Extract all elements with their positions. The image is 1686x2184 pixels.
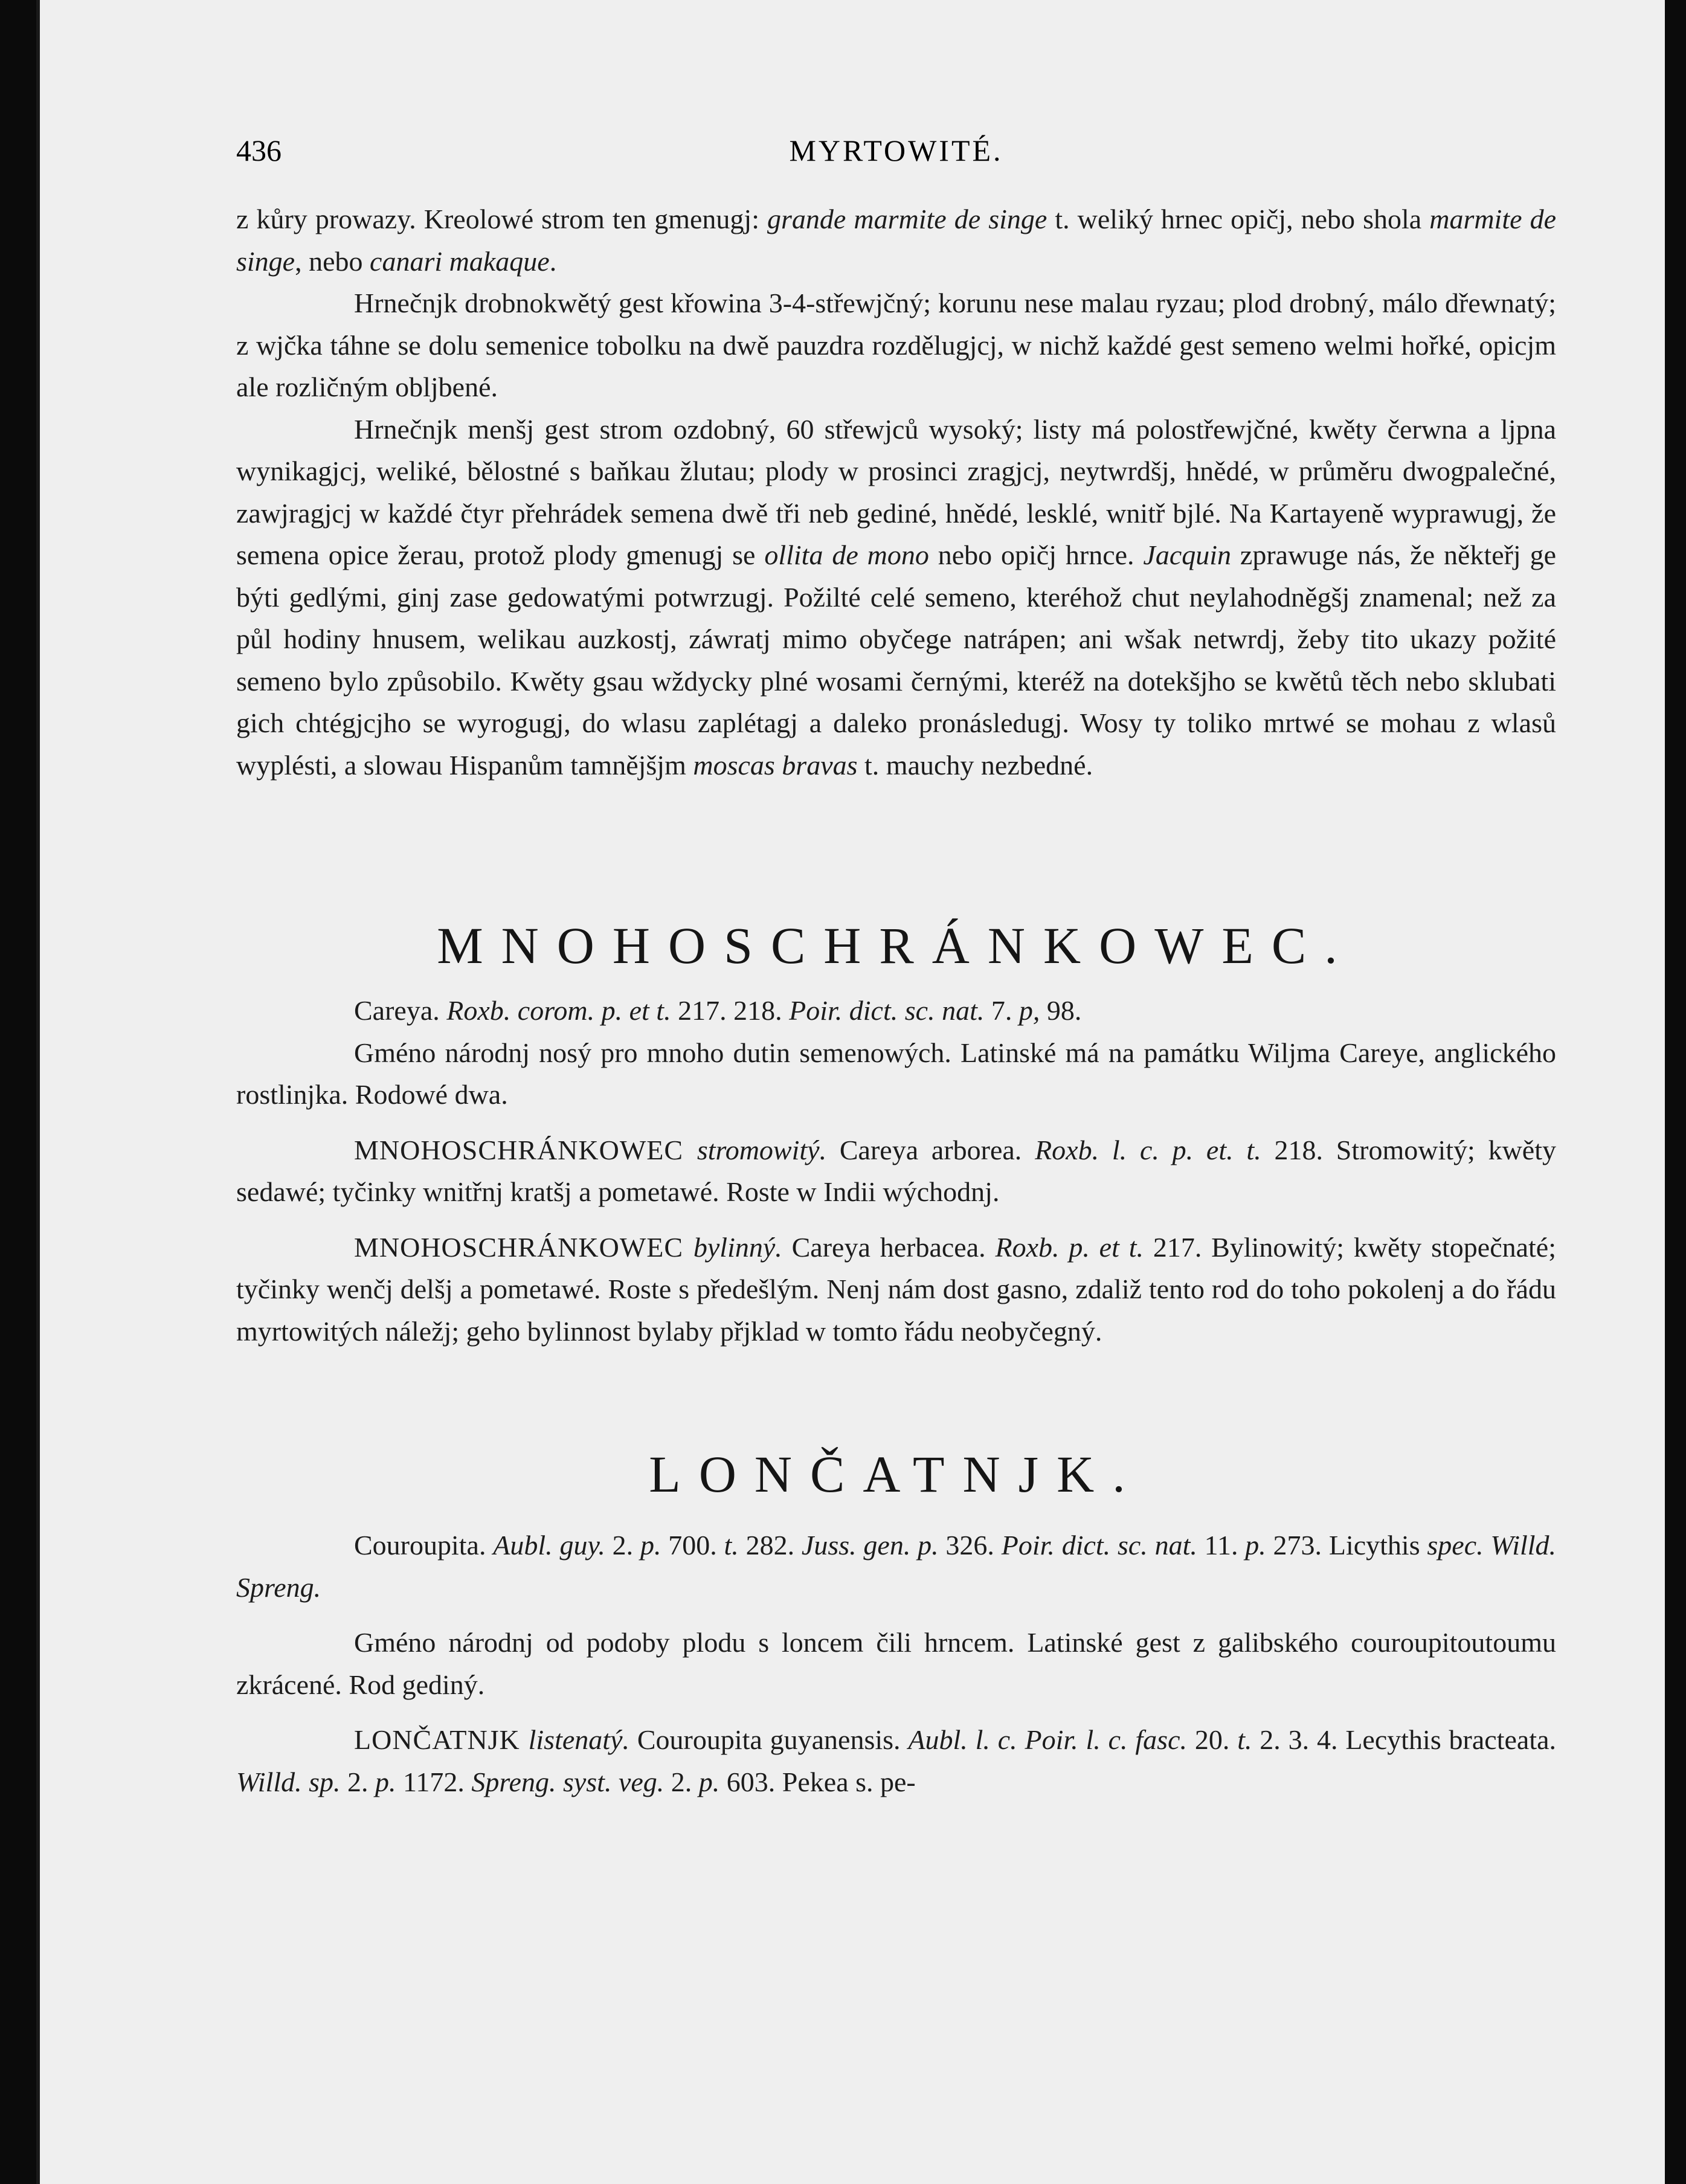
text-run: zprawuge nás, že někteřj ge býti gedlými, ginj zase gedowatými potwrzugj. Požilté celé semeno, kteréhož chut neylahodněgšj znamenal; než za půl hodiny hnusem, welikau auzkostj, záwratj mimo obyčege natrápen; ani wšak netwrdj, žeby tito ukazy požité semeno bylo způsobilo. Kwěty gsau wždycky plné wosami černými, kteréž na dotekšjho se kwětů těch nebo sklubati gich chtégjcjho se wyrogugj, do wlasu zaplétagj a daleko pronásledugj. Wosy ty toliko mrtwé se mohau z wlasů wyplésti, a slowau Hispanům tamnějšjm — [236, 540, 1556, 781]
book-page — [36, 0, 1665, 2184]
italic-run: p. — [698, 1766, 720, 1797]
text-run: 2. — [664, 1766, 699, 1797]
text-run: 700. — [661, 1530, 724, 1561]
italic-run: Poir. dict. sc. nat. — [1001, 1530, 1197, 1561]
paragraph-gmeno: Gméno národnj od podoby plodu s loncem čili hrncem. Latinské gest z galibského couroupitoutoumu zkrácené. Rod gediný. — [236, 1627, 1556, 1700]
intro-text — [236, 198, 1556, 786]
text-run: 7. — [984, 995, 1019, 1026]
text-run: . — [549, 245, 557, 277]
species-name: MNOHOSCHRÁNKOWEC — [354, 1231, 693, 1263]
text-run: 11. — [1197, 1530, 1246, 1561]
paragraph-hrnecnjk-drobnokwety: Hrnečnjk drobnokwětý gest křowina 3-4-střewjčný; korunu nese malau ryzau; plod drobný, málo dřewnatý; z wjčka táhne se dolu semenice tobolku na dwě pauzdra rozdělugjcj, w nichž každé gest semeno welmi hořké, opicjm ale rozličným obljbené. — [236, 288, 1556, 402]
section-title-loncatnjk: LONČATNJK. — [649, 1445, 1144, 1503]
italic-run: p. — [1245, 1530, 1266, 1561]
italic-run: canari makaque — [370, 245, 550, 277]
text-run: Couroupita guyanensis. — [629, 1724, 909, 1755]
genus-reference — [236, 1524, 1556, 1608]
italic-run: bylinný. — [693, 1231, 782, 1263]
text-run: 603. Pekea s. pe- — [719, 1766, 916, 1797]
section-loncatnjk-text — [236, 1524, 1556, 1803]
italic-run: Poir. dict. sc. nat. — [789, 995, 985, 1026]
page-header — [236, 133, 1556, 181]
text-run: Hrnečnjk menšj gest strom ozdobný, 60 střewjců wysoký; listy má polostřewjčné, kwěty čerwna a ljpna wynikagjcj, weliké, bělostné s baňkau žlutau; plody w prosinci zragjcj, neytwrdšj, hnědé, w průměru dwogpalečné, zawjragjcj w každé čtyr přehrádek semena dwě tři neb gediné, hnědé, lesklé, wnitř bjlé. Na Kartayeně wyprawugj, že semena opice žerau, protož plody gmenugj se — [236, 413, 1556, 570]
text-run: 2. — [340, 1766, 376, 1797]
text-run: , nebo — [295, 245, 370, 277]
paragraph-stromowity — [236, 1129, 1556, 1213]
section-mnohoschrankowec-text — [236, 990, 1556, 1352]
italic-run: p, — [1018, 995, 1040, 1026]
italic-run: Willd. sp. — [236, 1766, 341, 1797]
italic-run: Aubl. guy. — [493, 1530, 605, 1561]
italic-run: marmite de singe — [236, 204, 1556, 277]
paragraph-gmeno: Gméno národnj nosý pro mnoho dutin semenowých. Latinské má na památku Wiljma Careye, anglického rostlinjka. Rodowé dwa. — [236, 1037, 1556, 1110]
text-run: Careya herbacea. — [782, 1231, 996, 1263]
italic-run: Roxb. p. et t. — [995, 1231, 1144, 1263]
italic-run: p. — [375, 1766, 396, 1797]
italic-run: p. — [640, 1530, 661, 1561]
italic-run: t. — [1237, 1724, 1252, 1755]
italic-run: ollita de mono — [764, 540, 929, 570]
species-name: LONČATNJK — [354, 1724, 529, 1755]
italic-run: Spreng. syst. veg. — [471, 1766, 664, 1797]
text-run: 1172. — [396, 1766, 472, 1797]
paragraph-bylinny — [236, 1226, 1556, 1353]
text-run: 218. Stromowitý; kwěty sedawé; tyčinky wnitřnj kratšj a pometawé. Roste w Indii wýchodnj. — [236, 1134, 1556, 1207]
text-run: 20. — [1187, 1724, 1238, 1755]
italic-run: Jacquin — [1143, 540, 1232, 570]
paragraph-listenaty — [236, 1719, 1556, 1803]
italic-run: listenatý. — [528, 1724, 629, 1755]
text-run: 217. 218. — [671, 995, 790, 1026]
text-run: nebo opičj hrnce. — [928, 540, 1144, 570]
italic-run: spec. Willd. Spreng. — [236, 1530, 1557, 1603]
text-run: z kůry prowazy. Kreolowé strom ten gmenugj: — [236, 204, 768, 234]
text-run: 217. Bylinowitý; kwěty stopečnaté; tyčinky wenčj delšj a pometawé. Roste s předešlým. Nenj nám dost gasno, zdaliž tento rod do toho pokolenj a do řádu myrtowitých náležj; geho bylinnost bylaby přjklad w tomto řádu neobyčegný. — [236, 1231, 1556, 1347]
text-run: t. weliký hrnec opičj, nebo shola — [1047, 204, 1430, 234]
text-run: Careya. — [354, 995, 447, 1026]
italic-run: Juss. gen. p. — [801, 1530, 939, 1561]
italic-run: moscas bravas — [693, 749, 858, 781]
paragraph-hrnecnjk-mensj — [236, 408, 1556, 787]
species-name: MNOHOSCHRÁNKOWEC — [354, 1134, 697, 1165]
text-run: Careya arborea. — [826, 1134, 1035, 1165]
italic-run: stromowitý. — [697, 1134, 827, 1165]
text-run: 98. — [1040, 995, 1082, 1026]
italic-run: Aubl. l. c. Poir. l. c. fasc. — [908, 1724, 1187, 1755]
text-run: t. mauchy nezbedné. — [857, 749, 1093, 781]
text-run: 273. Licythis — [1266, 1530, 1427, 1561]
genus-reference — [236, 990, 1556, 1032]
text-run: 326. — [938, 1530, 1002, 1561]
italic-run: Roxb. corom. p. et t. — [446, 995, 671, 1026]
paragraph-continued — [236, 198, 1556, 282]
text-run: Couroupita. — [354, 1530, 494, 1561]
text-run: 282. — [738, 1530, 802, 1561]
italic-run: t. — [724, 1530, 739, 1561]
italic-run: grande marmite de singe — [767, 204, 1047, 234]
page-number: 436 — [236, 134, 282, 167]
running-head: MYRTOWITÉ. — [789, 134, 1003, 167]
italic-run: Roxb. l. c. p. et. t. — [1035, 1134, 1261, 1165]
text-run: 2. — [605, 1530, 640, 1561]
section-title-mnohoschrankowec: MNOHOSCHRÁNKOWEC. — [437, 916, 1356, 974]
text-run: 2. 3. 4. Lecythis bracteata. — [1252, 1724, 1557, 1755]
